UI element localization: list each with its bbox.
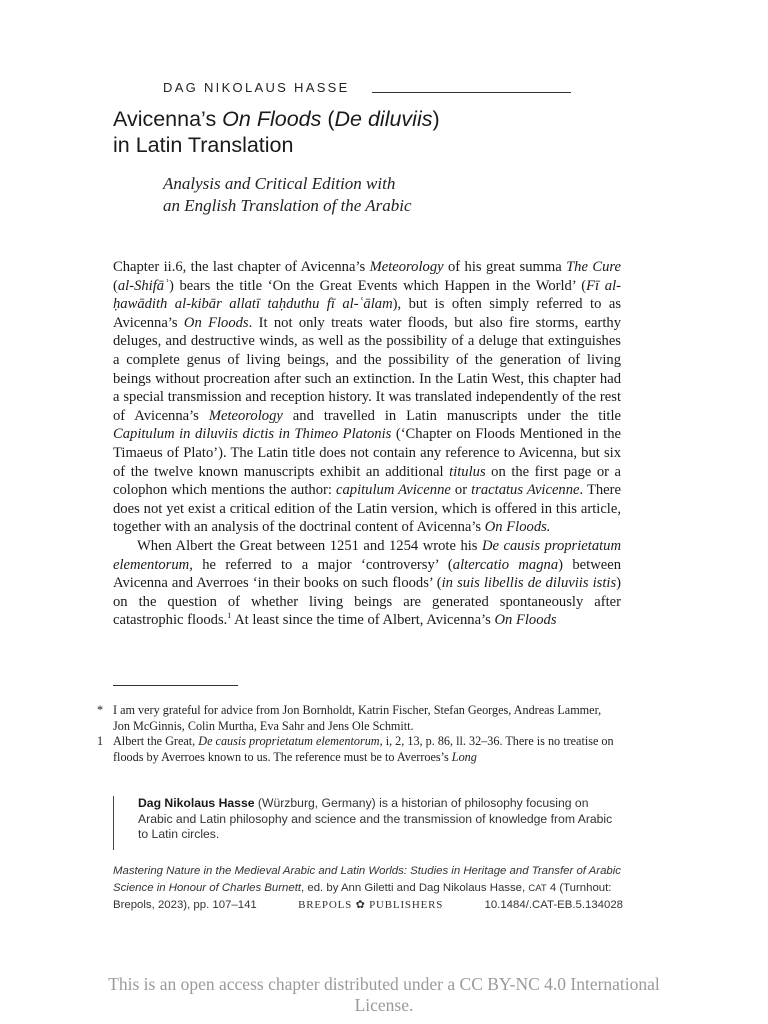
bio-author-name: Dag Nikolaus Hasse	[138, 796, 255, 810]
text-run: Albert the Great,	[113, 734, 199, 748]
bio-description: (Würzburg, Germany) is a historian of philosophy focusing on Arabic and Latin philosophy and science and the transmission of knowledge from Arabic to Latin circles.	[138, 796, 613, 841]
text-run: (‘Chapter on Floods Mentioned in the Timaeus of Plato’). The Latin title does not contain any reference to Avicenna, but six of the twelve known manuscripts exhibit an additional	[113, 426, 621, 480]
footnote-text	[113, 734, 621, 765]
italic-text: De causis proprietatum elementorum	[198, 734, 380, 748]
subtitle-line-2: an English Translation of the Arabic	[163, 196, 412, 215]
italic-text: capitulum Avicenne	[336, 482, 451, 499]
text-run: ) on the question of whether living beings are generated spontaneously after catastrophic floods.	[113, 575, 622, 629]
author-bio	[113, 796, 618, 850]
footnote-text	[113, 703, 621, 734]
footnote-mark: 1	[97, 734, 104, 748]
italic-text: De causis proprietatum elementorum	[113, 537, 622, 573]
license-line-1: This is an open access chapter distributed under a CC BY-NC 4.0 International	[108, 974, 660, 994]
doi[interactable]: 10.1484/.CAT-EB.5.134028	[484, 899, 623, 911]
citation-main: Mastering Nature in the Medieval Arabic and Latin Worlds: Studies in Heritage and Transfer of Arabic Science in Honour of Charles Burnett, ed. by Ann Giletti and Dag Nikolaus Hasse, CAT 4 (Turnhout:	[113, 865, 621, 894]
series-abbr: CAT	[528, 883, 547, 894]
text-run: , i, 2, 13, p. 86, ll. 32–36. There is no treatise on floods by Averroes known to us. The reference must be to Averroes’s	[113, 734, 614, 764]
italic-text: al-Shifāʾ	[117, 277, 169, 294]
subtitle-line-1: Analysis and Critical Edition with	[163, 174, 396, 193]
chapter-title	[113, 106, 440, 158]
book-title: Mastering Nature in the Medieval Arabic and Latin Worlds: Studies in Heritage and Transfer of Arabic Science in Honour of Charles Burnett	[113, 865, 621, 894]
author-name: DAG NIKOLAUS HASSE	[163, 80, 350, 95]
license-line-2: License.	[354, 995, 414, 1015]
body-text	[113, 258, 621, 630]
text-run: Chapter ii.6, the last chapter of Avicenna’s	[113, 259, 370, 275]
text-run: of his great summa	[443, 259, 567, 275]
footnote-mark: *	[97, 703, 104, 717]
italic-text: in suis libellis de diluviis istis	[441, 575, 617, 592]
text-run: ), but is often simply referred to as Avicenna’s	[113, 296, 621, 331]
text-run: and travelled in Latin manuscripts under the title	[282, 407, 621, 424]
title-line-1: Avicenna’s On Floods (De diluviis)	[113, 107, 440, 131]
publication-pages: Brepols, 2023), pp. 107–141	[113, 899, 257, 911]
italic-text: Meteorology	[208, 407, 283, 424]
source-citation	[113, 863, 623, 914]
citation-footer-row	[113, 897, 623, 914]
italic-text: On Floods	[183, 314, 249, 331]
footnote-divider	[113, 685, 238, 686]
text-run: (	[113, 277, 118, 294]
body-paragraph-2	[113, 537, 621, 630]
text-run: . It not only treats water floods, but also fire storms, earthy deluges, and destructive winds, as well as the possibility of a deluge that extinguishes a complete genus of living beings, and the possibility of the generation of living beings without procreation after such an extinction. In the Latin West, this chapter had a special transmission and reception history. It was translated independently of the rest of Avicenna’s	[113, 314, 622, 424]
text-run: or	[450, 482, 472, 499]
italic-text: Fī al-ḥawādith al-kibār allatī taḥduthu fī al-ʿālam	[113, 277, 621, 313]
author-rule-divider	[372, 92, 571, 93]
italic-text: On Floods	[494, 612, 557, 629]
italic-text: On Floods.	[484, 519, 551, 536]
footnote-item	[97, 703, 621, 734]
text-run: I am very grateful for advice from Jon Bornholdt, Katrin Fischer, Stefan Georges, Andreas Lammer, Jon McGinnis, Colin Murtha, Eva Sahr and Jens Ole Schmitt.	[113, 703, 602, 733]
italic-text: Capitulum in diluviis dictis in Thimeo Platonis	[113, 426, 392, 443]
text-run: on the first page or a colophon which mentions the author:	[113, 463, 621, 499]
title-line-2: in Latin Translation	[113, 133, 294, 157]
text-run: ) bears the title ‘On the Great Events which Happen in the World’ (	[168, 277, 587, 294]
footnote-item	[97, 734, 621, 765]
text-run: . There does not yet exist a critical edition of the Latin version, which is offered in this article, together with an analysis of the doctrinal content of Avicenna’s	[113, 482, 621, 536]
license-notice	[0, 974, 768, 1016]
chapter-subtitle	[163, 173, 412, 217]
footnotes	[97, 703, 621, 765]
italic-text: tractatus Avicenne	[471, 482, 580, 499]
italic-text: titulus	[449, 463, 486, 480]
italic-text: Meteorology	[369, 259, 444, 275]
body-paragraph-1	[113, 258, 621, 537]
text-run: At least since the time of Albert, Avicenna’s	[231, 612, 495, 629]
publisher-logo: BREPOLS ✿ PUBLISHERS	[298, 899, 444, 911]
text-run: ) between Avicenna and Averroes ‘in their books on such floods’ (	[113, 556, 621, 592]
text-run: , he referred to a major ‘controversy’ (	[189, 556, 453, 573]
italic-text: The Cure	[566, 259, 621, 275]
footnote-reference: 1	[227, 611, 232, 621]
italic-text: altercatio magna	[452, 556, 559, 573]
italic-text: Long	[451, 749, 477, 764]
text-run: When Albert the Great between 1251 and 1254 wrote his	[137, 537, 482, 554]
